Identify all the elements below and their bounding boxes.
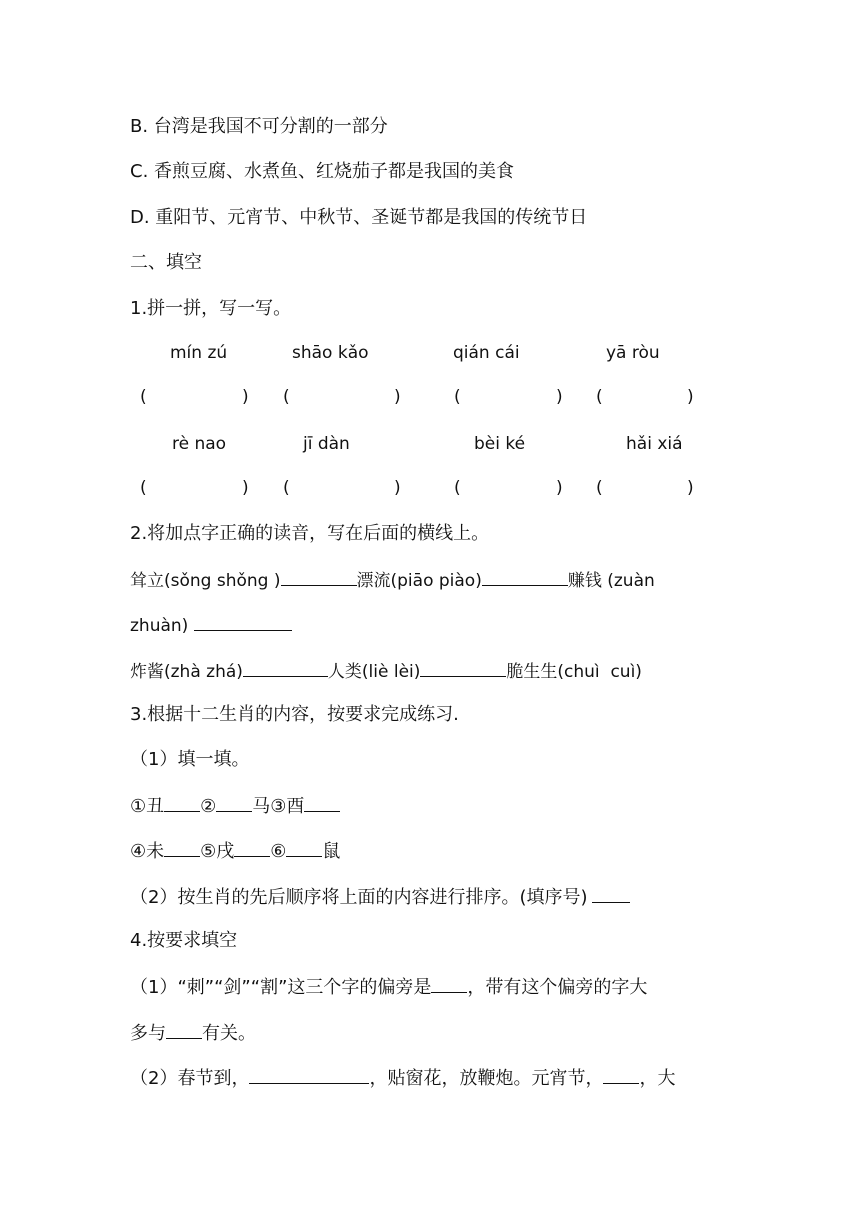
option-d: D. 重阳节、元宵节、中秋节、圣诞节都是我国的传统节日 bbox=[130, 207, 588, 228]
answer-blank[interactable] bbox=[592, 884, 630, 903]
reading-word: 脆生生(chuì cuì) bbox=[506, 662, 642, 682]
q2-title: 2.将加点字正确的读音，写在后面的横线上。 bbox=[130, 523, 490, 544]
q3-sub-1: （1）填一填。 bbox=[130, 749, 250, 770]
answer-blank[interactable] bbox=[234, 838, 270, 857]
zodiac-row-1 bbox=[130, 793, 340, 819]
answer-blank[interactable] bbox=[286, 838, 322, 857]
instruction-text: ，带有这个偏旁的字大 bbox=[467, 977, 648, 998]
reading-word: 炸酱(zhà zhá) bbox=[130, 662, 243, 682]
answer-bracket[interactable]: ( bbox=[140, 478, 147, 498]
zodiac-text: ⑤戌 bbox=[200, 841, 235, 862]
q4-title: 4.按要求填空 bbox=[130, 930, 238, 951]
option-c: C. 香煎豆腐、水煮鱼、红烧茄子都是我国的美食 bbox=[130, 161, 515, 182]
answer-bracket: ) bbox=[556, 387, 563, 407]
instruction-text: ，贴窗花，放鞭炮。元宵节， bbox=[369, 1068, 604, 1089]
answer-blank[interactable] bbox=[603, 1065, 639, 1084]
answer-bracket[interactable]: ( bbox=[283, 387, 290, 407]
answer-blank[interactable] bbox=[164, 793, 200, 812]
answer-bracket[interactable]: ( bbox=[596, 387, 603, 407]
answer-bracket[interactable]: ( bbox=[596, 478, 603, 498]
answer-blank[interactable] bbox=[216, 793, 252, 812]
instruction-text: （1）“刺”“剑”“割”这三个字的偏旁是 bbox=[130, 977, 432, 998]
answer-bracket: ) bbox=[242, 387, 249, 407]
answer-bracket: ) bbox=[394, 387, 401, 407]
answer-bracket[interactable]: ( bbox=[140, 387, 147, 407]
zodiac-text: ⑥ bbox=[270, 841, 287, 862]
reading-word: 漂流(piāo piào) bbox=[356, 571, 482, 591]
option-b: B. 台湾是我国不可分割的一部分 bbox=[130, 116, 388, 137]
section-title: 二、填空 bbox=[130, 252, 202, 273]
pinyin-item: shāo kǎo bbox=[292, 343, 369, 363]
reading-word: 耸立(sǒng shǒng ) bbox=[130, 571, 281, 591]
pinyin-item: rè nao bbox=[172, 434, 227, 454]
pinyin-item: jī dàn bbox=[303, 434, 350, 454]
q2-line-1 bbox=[130, 567, 655, 593]
q2-line-2 bbox=[130, 612, 292, 638]
answer-blank[interactable] bbox=[166, 1020, 202, 1039]
zodiac-text: ④未 bbox=[130, 841, 165, 862]
answer-bracket[interactable]: ( bbox=[454, 478, 461, 498]
answer-bracket: ) bbox=[687, 387, 694, 407]
answer-blank[interactable] bbox=[420, 658, 506, 677]
answer-bracket: ) bbox=[394, 478, 401, 498]
answer-blank[interactable] bbox=[249, 1065, 369, 1084]
reading-word: zhuàn) bbox=[130, 616, 189, 636]
answer-blank[interactable] bbox=[281, 567, 357, 586]
q4-sub-1 bbox=[130, 974, 647, 1000]
answer-bracket: ) bbox=[687, 478, 694, 498]
pinyin-item: mín zú bbox=[170, 343, 228, 363]
q1-title: 1.拼一拼，写一写。 bbox=[130, 298, 292, 319]
answer-bracket: ) bbox=[242, 478, 249, 498]
q3-title: 3.根据十二生肖的内容，按要求完成练习. bbox=[130, 704, 459, 725]
zodiac-text: 马③酉 bbox=[252, 796, 305, 817]
answer-blank[interactable] bbox=[243, 658, 328, 677]
zodiac-text: ② bbox=[200, 796, 217, 817]
answer-bracket[interactable]: ( bbox=[454, 387, 461, 407]
q2-line-3 bbox=[130, 658, 642, 684]
answer-blank[interactable] bbox=[194, 612, 292, 631]
answer-bracket: ) bbox=[556, 478, 563, 498]
pinyin-item: yā ròu bbox=[606, 343, 660, 363]
instruction-text: 多与 bbox=[130, 1023, 166, 1044]
answer-blank[interactable] bbox=[304, 793, 340, 812]
q4-sub-2 bbox=[130, 1065, 675, 1091]
answer-bracket[interactable]: ( bbox=[283, 478, 290, 498]
instruction-text: ，大 bbox=[639, 1068, 676, 1089]
q3-sub-2 bbox=[130, 884, 630, 910]
answer-blank[interactable] bbox=[164, 838, 200, 857]
answer-blank[interactable] bbox=[431, 974, 467, 993]
q4-sub-1-cont bbox=[130, 1020, 256, 1046]
instruction-text: 有关。 bbox=[202, 1023, 256, 1044]
pinyin-item: hǎi xiá bbox=[626, 434, 683, 454]
instruction-text: （2）按生肖的先后顺序将上面的内容进行排序。(填序号) bbox=[130, 887, 588, 908]
pinyin-item: bèi ké bbox=[474, 434, 526, 454]
instruction-text: （2）春节到， bbox=[130, 1068, 250, 1089]
reading-word: 赚钱 (zuàn bbox=[567, 571, 655, 591]
reading-word: 人类(liè lèi) bbox=[327, 662, 421, 682]
zodiac-row-2 bbox=[130, 838, 340, 864]
pinyin-item: qián cái bbox=[453, 343, 520, 363]
zodiac-text: 鼠 bbox=[322, 841, 341, 862]
answer-blank[interactable] bbox=[482, 567, 568, 586]
zodiac-text: ①丑 bbox=[130, 796, 165, 817]
